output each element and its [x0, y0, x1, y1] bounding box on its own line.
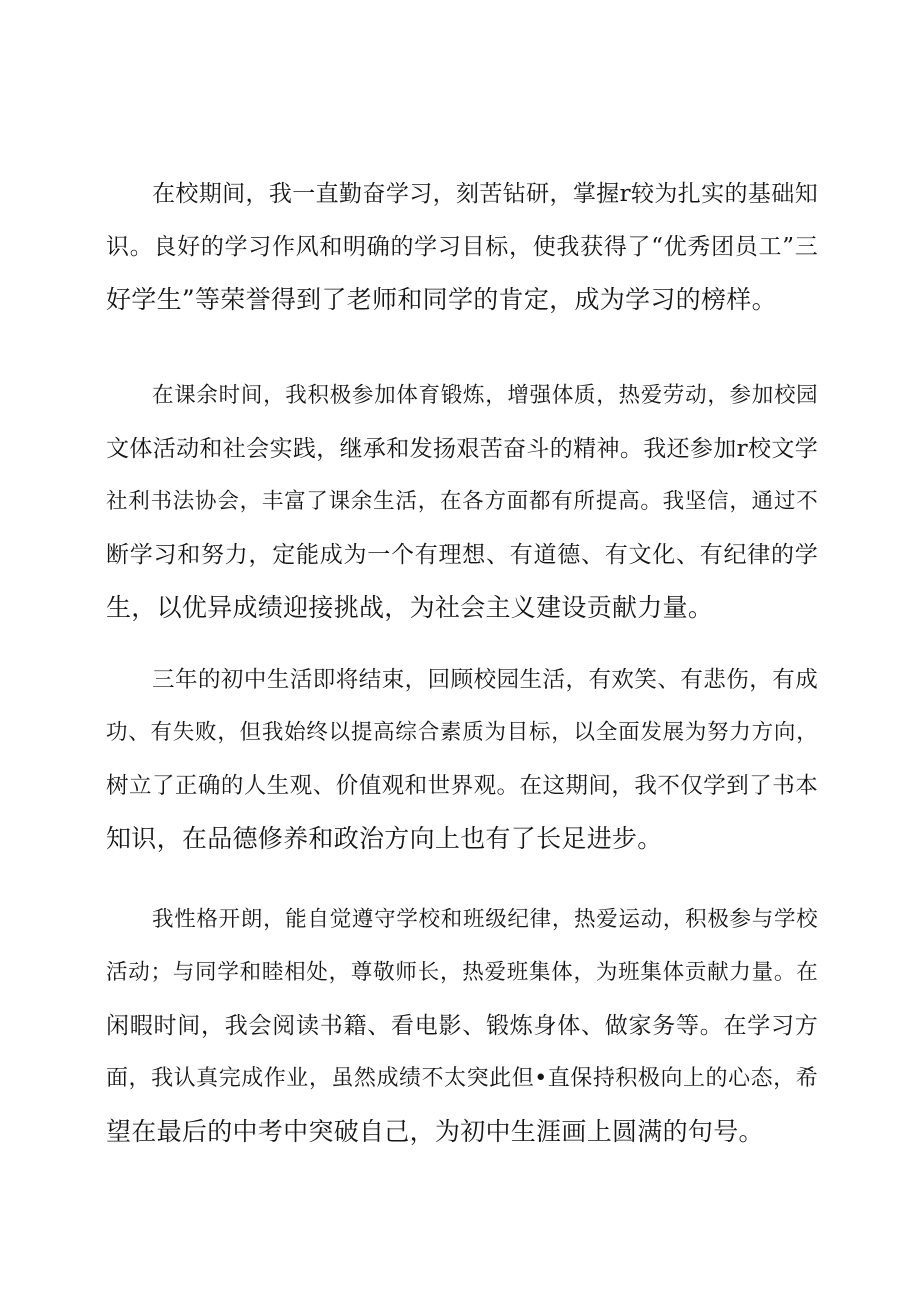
text-line: 知识，在品德修养和政治方向上也有了长足进步。	[106, 824, 663, 853]
text-line: 生，以优异成绩迎接挑战，为社会主义建设贡献力量。	[106, 593, 714, 622]
text-line: 在校期间，我一直勤奋学习，刻苦钻研，掌握r较为扎实的基础知	[152, 181, 818, 207]
text-line: 闲暇时间，我会阅读书籍、看电影、锻炼身体、做家务等。在学习方	[106, 1013, 818, 1039]
text-line: 面，我认真完成作业，虽然成绩不太突此但•直保持积极向上的心态，希	[106, 1066, 818, 1091]
text-line: 社利书法协会，丰富了课余生活，在各方面都有所提高。我坚信，通过不	[106, 489, 818, 514]
text-line: 断学习和努力，定能成为一个有理想、有道德、有文化、有纪律的学	[106, 542, 818, 568]
text-line: 望在最后的中考中突破自己，为初中生涯画上圆满的句号。	[106, 1117, 764, 1146]
paragraph-personality	[106, 900, 818, 1165]
text-line: 我性格开朗，能自觉遵守学校和班级纪律，热爱运动，积极参与学校	[152, 907, 818, 932]
text-line: 在课余时间，我积极参加体育锻炼，增强体质，热爱劳动，参加校园	[152, 383, 818, 408]
text-line: 文体活动和社会实践，继承和发扬艰苦奋斗的精神。我还参加r校文学	[106, 436, 818, 462]
text-line: 好学生”等荣誉得到了老师和同学的肯定，成为学习的榜样。	[106, 285, 777, 314]
text-line: 树立了正确的人生观、价值观和世界观。在这期间，我不仅学到了书本	[106, 773, 818, 799]
text-line: 活动；与同学和睦相处，尊敬师长，热爱班集体，为班集体贡献力量。在	[106, 960, 818, 985]
text-line: 识。良好的学习作风和明确的学习目标，使我获得了“优秀团员工”三	[106, 234, 818, 260]
text-line: 功、有失败，但我始终以提高综合素质为目标，以全面发展为努力方向，	[106, 720, 818, 745]
paragraph-activities	[106, 376, 818, 641]
paragraph-review	[106, 660, 818, 872]
paragraph-study	[106, 174, 818, 333]
text-line: 三年的初中生活即将结束，回顾校园生活，有欢笑、有悲伤，有成	[152, 667, 818, 693]
